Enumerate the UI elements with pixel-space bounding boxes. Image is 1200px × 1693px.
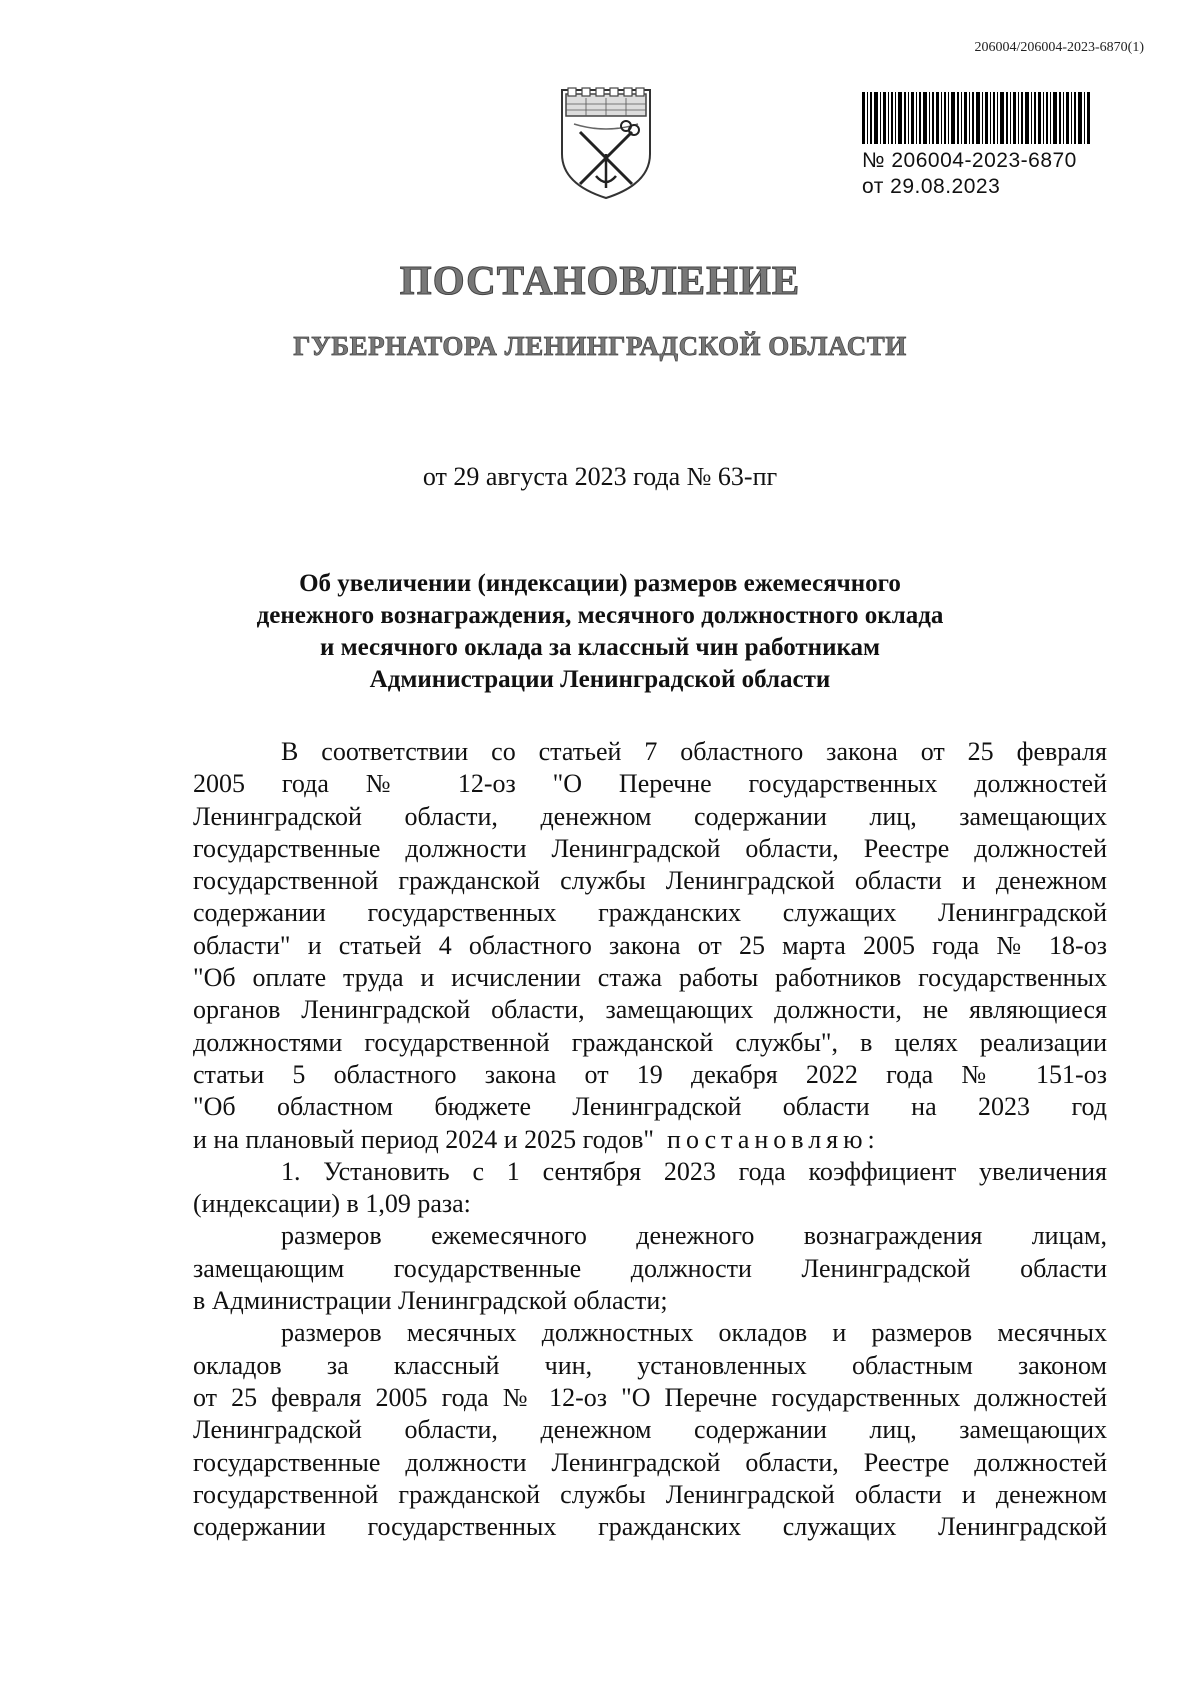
subitem-2-line: государственные должности Ленинградской области, Реестре должностей [193, 1447, 1107, 1477]
registration-date: от 29.08.2023 [862, 175, 1001, 198]
body-line: должностями государственной гражданской службы", в целях реализации [193, 1027, 1107, 1057]
heading-line: и месячного оклада за классный чин работникам [319, 634, 881, 661]
heading-line: денежного вознаграждения, месячного должностного оклада [256, 602, 944, 629]
subitem-2-line: от 25 февраля 2005 года № 12-оз "О Перечне государственных должностей [193, 1382, 1107, 1412]
body-line [193, 1124, 1107, 1156]
subitem-2-line: содержании государственных гражданских служащих Ленинградской [193, 1512, 1107, 1542]
subitem-1-line: размеров ежемесячного денежного вознаграждения лицам, [281, 1221, 1107, 1251]
subitem-1-line: замещающим государственные должности Ленинградской области [193, 1253, 1107, 1283]
decree-word: постановляю: [667, 1124, 880, 1154]
barcode-icon [862, 92, 1092, 144]
body-line: органов Ленинградской области, замещающих должности, не являющиеся [193, 995, 1107, 1025]
subitem-2-line: государственной гражданской службы Ленинградской области и денежном [193, 1479, 1107, 1509]
document-title: ПОСТАНОВЛЕНИЕ [399, 257, 801, 303]
body-line: Ленинградской области, денежном содержании лиц, замещающих [193, 801, 1107, 831]
decree-heading [190, 568, 1010, 696]
body-line: государственной гражданской службы Ленинградской области и денежном [193, 866, 1107, 896]
body-line: области" и статьей 4 областного закона от 25 марта 2005 года № 18-оз [193, 930, 1107, 960]
heading-line: Об увеличении (индексации) размеров ежемесячного [299, 570, 901, 597]
body-line: 2005 года № 12-оз "О Перечне государственных должностей [193, 769, 1107, 799]
body-line: В соответствии со статьей 7 областного закона от 25 февраля [281, 737, 1107, 766]
body-line: содержании государственных гражданских служащих Ленинградской [193, 898, 1107, 928]
registration-number: № 206004-2023-6870 [862, 149, 1077, 172]
registration-block [862, 92, 1102, 200]
heading-line: Администрации Ленинградской области [369, 666, 831, 693]
item-1-line: 1. Установить с 1 сентября 2023 года коэффициент увеличения [281, 1156, 1107, 1186]
subitem-1-line: в Администрации Ленинградской области; [193, 1286, 668, 1316]
body-line-text: и на плановый период 2024 и 2025 годов" [193, 1124, 655, 1154]
item-1-line: (индексации) в 1,09 раза: [193, 1189, 471, 1219]
subitem-2-line: размеров месячных должностных окладов и размеров месячных [281, 1318, 1107, 1348]
body-line: статьи 5 областного закона от 19 декабря 2022 года № 151-оз [193, 1059, 1107, 1089]
decree-date-number: от 29 августа 2023 года № 63-пг [422, 462, 778, 491]
body-line: "Об областном бюджете Ленинградской области на 2023 год [193, 1092, 1107, 1122]
decree-body [193, 736, 1107, 1543]
body-line: государственные должности Ленинградской области, Реестре должностей [193, 833, 1107, 863]
document-id: 206004/206004-2023-6870(1) [974, 40, 1144, 55]
leningrad-oblast-coat-of-arms-icon [556, 84, 656, 202]
document-subtitle: ГУБЕРНАТОРА ЛЕНИНГРАДСКОЙ ОБЛАСТИ [293, 331, 907, 361]
body-line: "Об оплате труда и исчислении стажа работы работников государственных [193, 963, 1107, 993]
subitem-2-line: окладов за классный чин, установленных областным законом [193, 1350, 1107, 1380]
subitem-2-line: Ленинградской области, денежном содержании лиц, замещающих [193, 1415, 1107, 1445]
